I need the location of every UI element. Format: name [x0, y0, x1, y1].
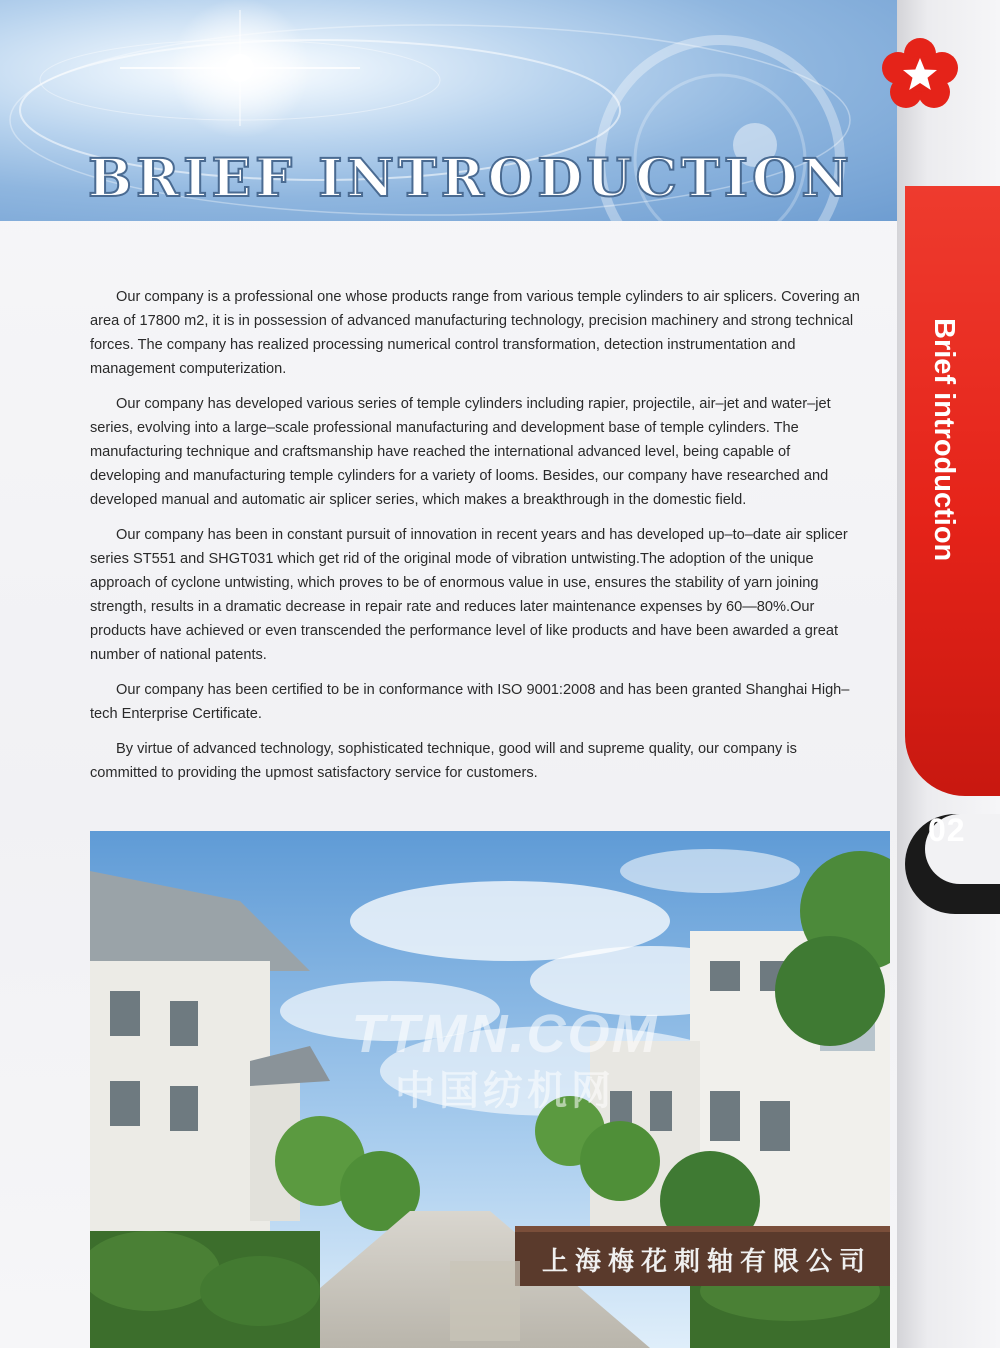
watermark — [290, 1003, 720, 1116]
company-sign-text: 上海梅花刺轴有限公司 — [542, 1247, 873, 1277]
banner-title: BRIEF INTRODUCTION — [88, 148, 853, 209]
intro-paragraph: Our company has been in constant pursuit of innovation in recent years and has developed up–to–date air splicer series ST551 and SHGT031 which get rid of the original mode of vibration untwisting.The adoption of the unique approach of cyclone untwisting, which proves to be of enormous value in use, ensures the stability of yarn joining strength, results in a dramatic decrease in repair rate and reduces later maintenance expenses by 60—80%.Our products have achieved or even transcended the performance level of like products and have been awarded a great number of national patents. — [90, 527, 848, 663]
intro-paragraph: Our company is a professional one whose products range from various temple cylinders to air splicers. Covering an area of 17800 m2, it is in possession of advanced manufacturing technology, precision machinery and strong technical forces. The company has realized processing numerical control transformation, detection instrumentation and management computerization. — [90, 289, 860, 377]
page-number: 02 — [928, 812, 966, 848]
intro-paragraph: Our company has developed various series of temple cylinders including rapier, projectile, air–jet and water–jet series, evolving into a large–scale professional manufacturing and development base of temple cylinders. The manufacturing technique and craftsmanship have reached the international advanced level, being capable of developing and manufacturing temple cylinders for a variety of looms. Besides, our company have researched and developed manual and automatic air splicer series, which makes a breakthrough in the domestic field. — [90, 396, 831, 508]
side-title — [928, 318, 960, 638]
intro-paragraph: Our company has been certified to be in conformance with ISO 9001:2008 and has been granted Shanghai High–tech Enterprise Certificate. — [90, 682, 850, 722]
factory-photo — [90, 831, 890, 1348]
header-banner — [0, 0, 897, 221]
intro-paragraph: By virtue of advanced technology, sophisticated technique, good will and supreme quality, our company is committed to providing the upmost satisfactory service for customers. — [90, 741, 797, 781]
side-title-text: Brief introduction — [928, 318, 960, 562]
plum-blossom-star-icon — [880, 36, 960, 108]
watermark-chinese: 中国纺机网 — [395, 1068, 615, 1114]
intro-text — [90, 285, 860, 796]
watermark-domain: TTMN.COM — [351, 1004, 659, 1064]
